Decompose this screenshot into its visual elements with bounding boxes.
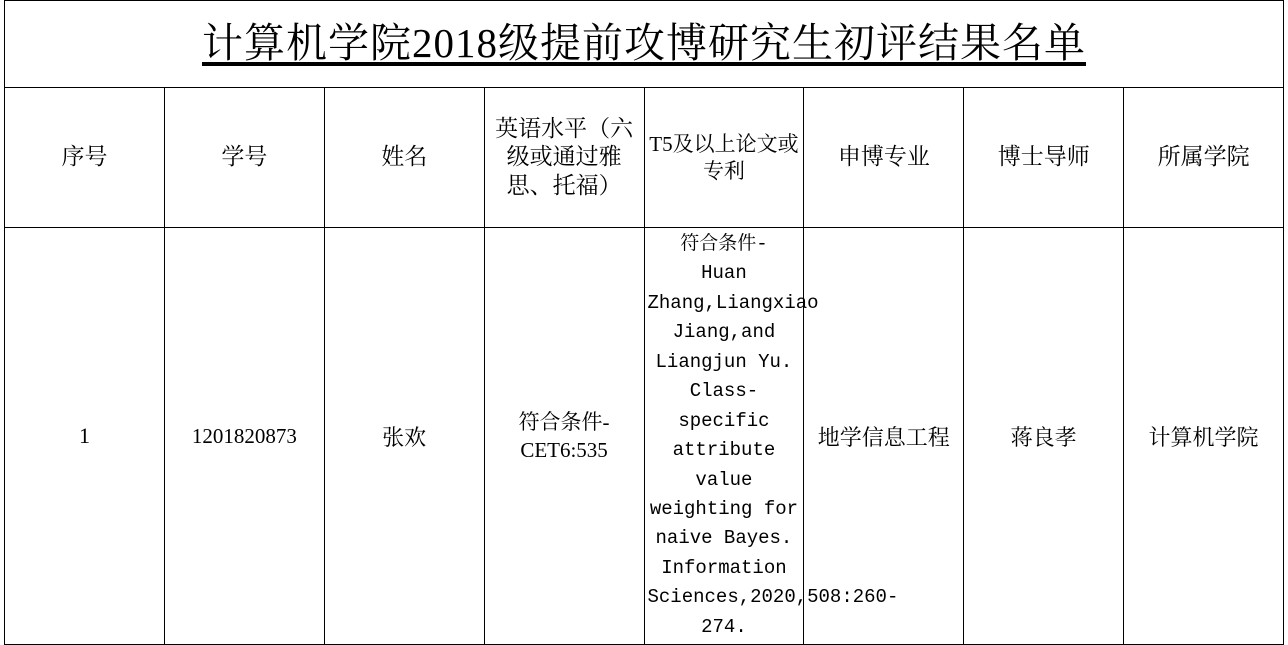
cell-student-id: 1201820873: [164, 228, 324, 645]
column-header-advisor: 博士导师: [964, 88, 1124, 228]
column-header-name: 姓名: [324, 88, 484, 228]
table-row: [5, 228, 1284, 645]
paper-citation: Huan Zhang,Liangxiao Jiang,and Liangjun Yu. Class-specific attribute value weighting for naive Bayes. Information Sciences,2020,508:260-274.: [647, 262, 899, 638]
cell-english-level: 符合条件-CET6:535: [484, 228, 644, 645]
column-header-college: 所属学院: [1124, 88, 1284, 228]
column-header-papers: T5及以上论文或专利: [644, 88, 804, 228]
paper-status: 符合条件-: [680, 233, 768, 255]
result-list-table: [4, 0, 1284, 645]
column-header-index: 序号: [5, 88, 165, 228]
column-header-student-id: 学号: [164, 88, 324, 228]
column-header-english-level: 英语水平（六级或通过雅思、托福）: [484, 88, 644, 228]
cell-advisor: 蒋良孝: [964, 228, 1124, 645]
cell-major: 地学信息工程: [804, 228, 964, 645]
table-header-row: [5, 88, 1284, 228]
page-title: 计算机学院2018级提前攻博研究生初评结果名单: [202, 20, 1086, 67]
column-header-major: 申博专业: [804, 88, 964, 228]
cell-college: 计算机学院: [1124, 228, 1284, 645]
title-row: [5, 1, 1284, 88]
cell-name: 张欢: [324, 228, 484, 645]
document-title-cell: [5, 1, 1284, 88]
cell-index: 1: [5, 228, 165, 645]
